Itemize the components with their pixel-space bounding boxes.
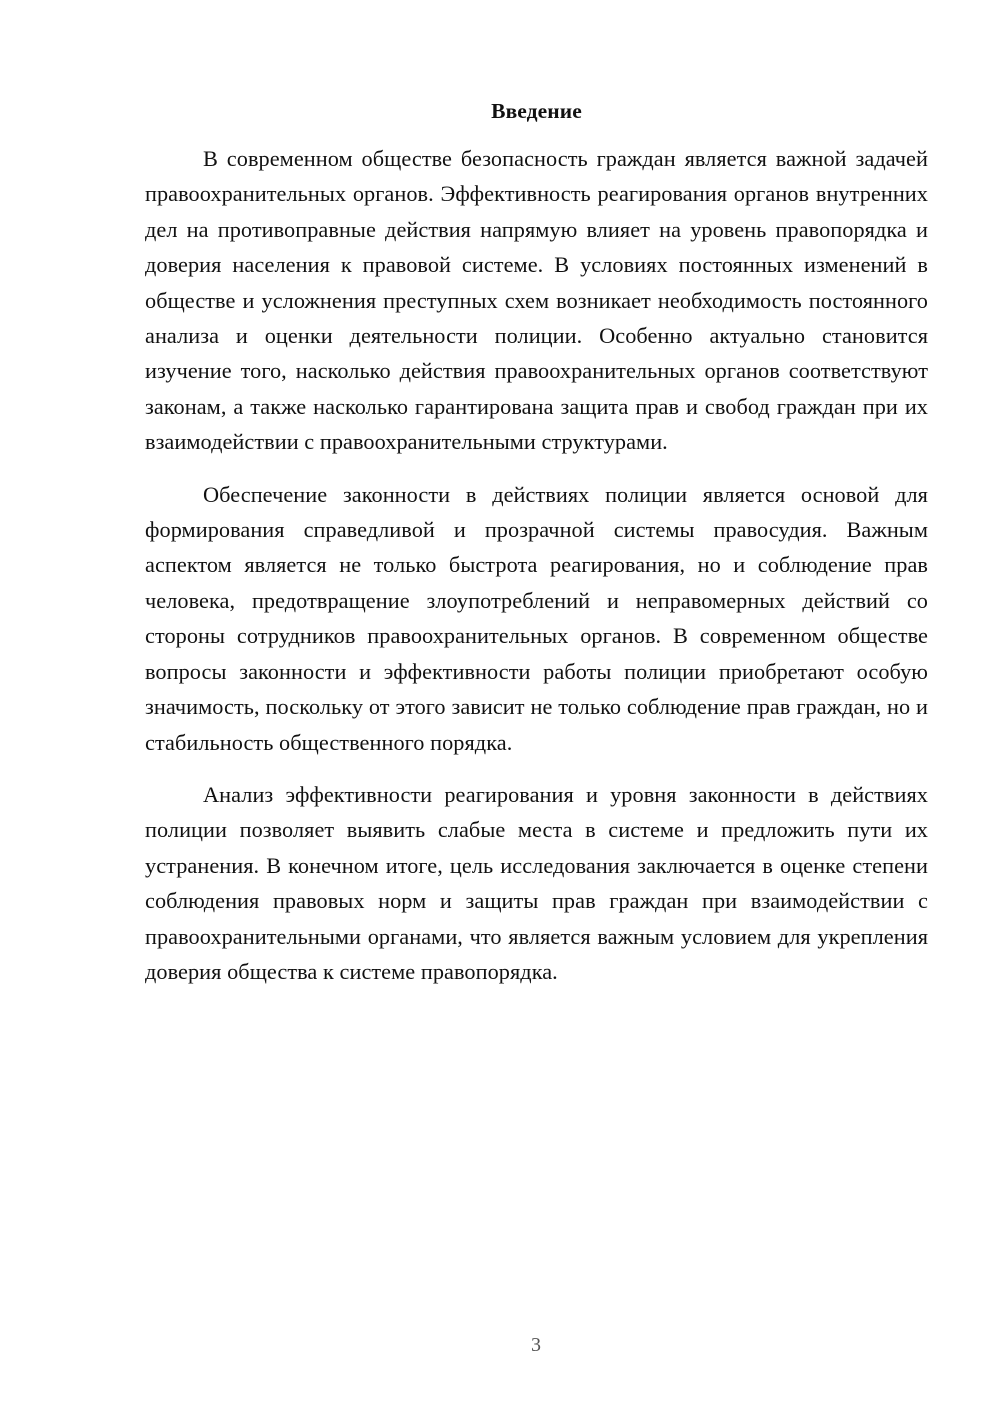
page-content	[145, 95, 928, 1006]
section-heading: Введение	[491, 99, 582, 123]
paragraph-1: В современном обществе безопасность граждан является важной задачей правоохранительных органов. Эффективность реагирования органов внутренних дел на противоправные действия напрямую влияет на уровень правопорядка и доверия населения к правовой системе. В условиях постоянных изменений в обществе и усложнения преступных схем возникает необходимость постоянного анализа и оценки деятельности полиции. Особенно актуально становится изучение того, насколько действия правоохранительных органов соответствуют законам, а также насколько гарантирована защита прав и свобод граждан при их взаимодействии с правоохранительными структурами.	[145, 146, 928, 455]
paragraph-3: Анализ эффективности реагирования и уровня законности в действиях полиции позволяет выявить слабые места в системе и предложить пути их устранения. В конечном итоге, цель исследования заключается в оценке степени соблюдения правовых норм и защиты прав граждан при взаимодействии с правоохранительными органами, что является важным условием для укрепления доверия общества к системе правопорядка.	[145, 781, 928, 984]
page-number: 3	[531, 1334, 541, 1356]
paragraph-2: Обеспечение законности в действиях полиции является основой для формирования справедливой и прозрачной системы правосудия. Важным аспектом является не только быстрота реагирования, но и соблюдение прав человека, предотвращение злоупотреблений и неправомерных действий со стороны сотрудников правоохранительных органов. В современном обществе вопросы законности и эффективности работы полиции приобретают особую значимость, поскольку от этого зависит не только соблюдение прав граждан, но и стабильность общественного порядка.	[145, 481, 928, 755]
